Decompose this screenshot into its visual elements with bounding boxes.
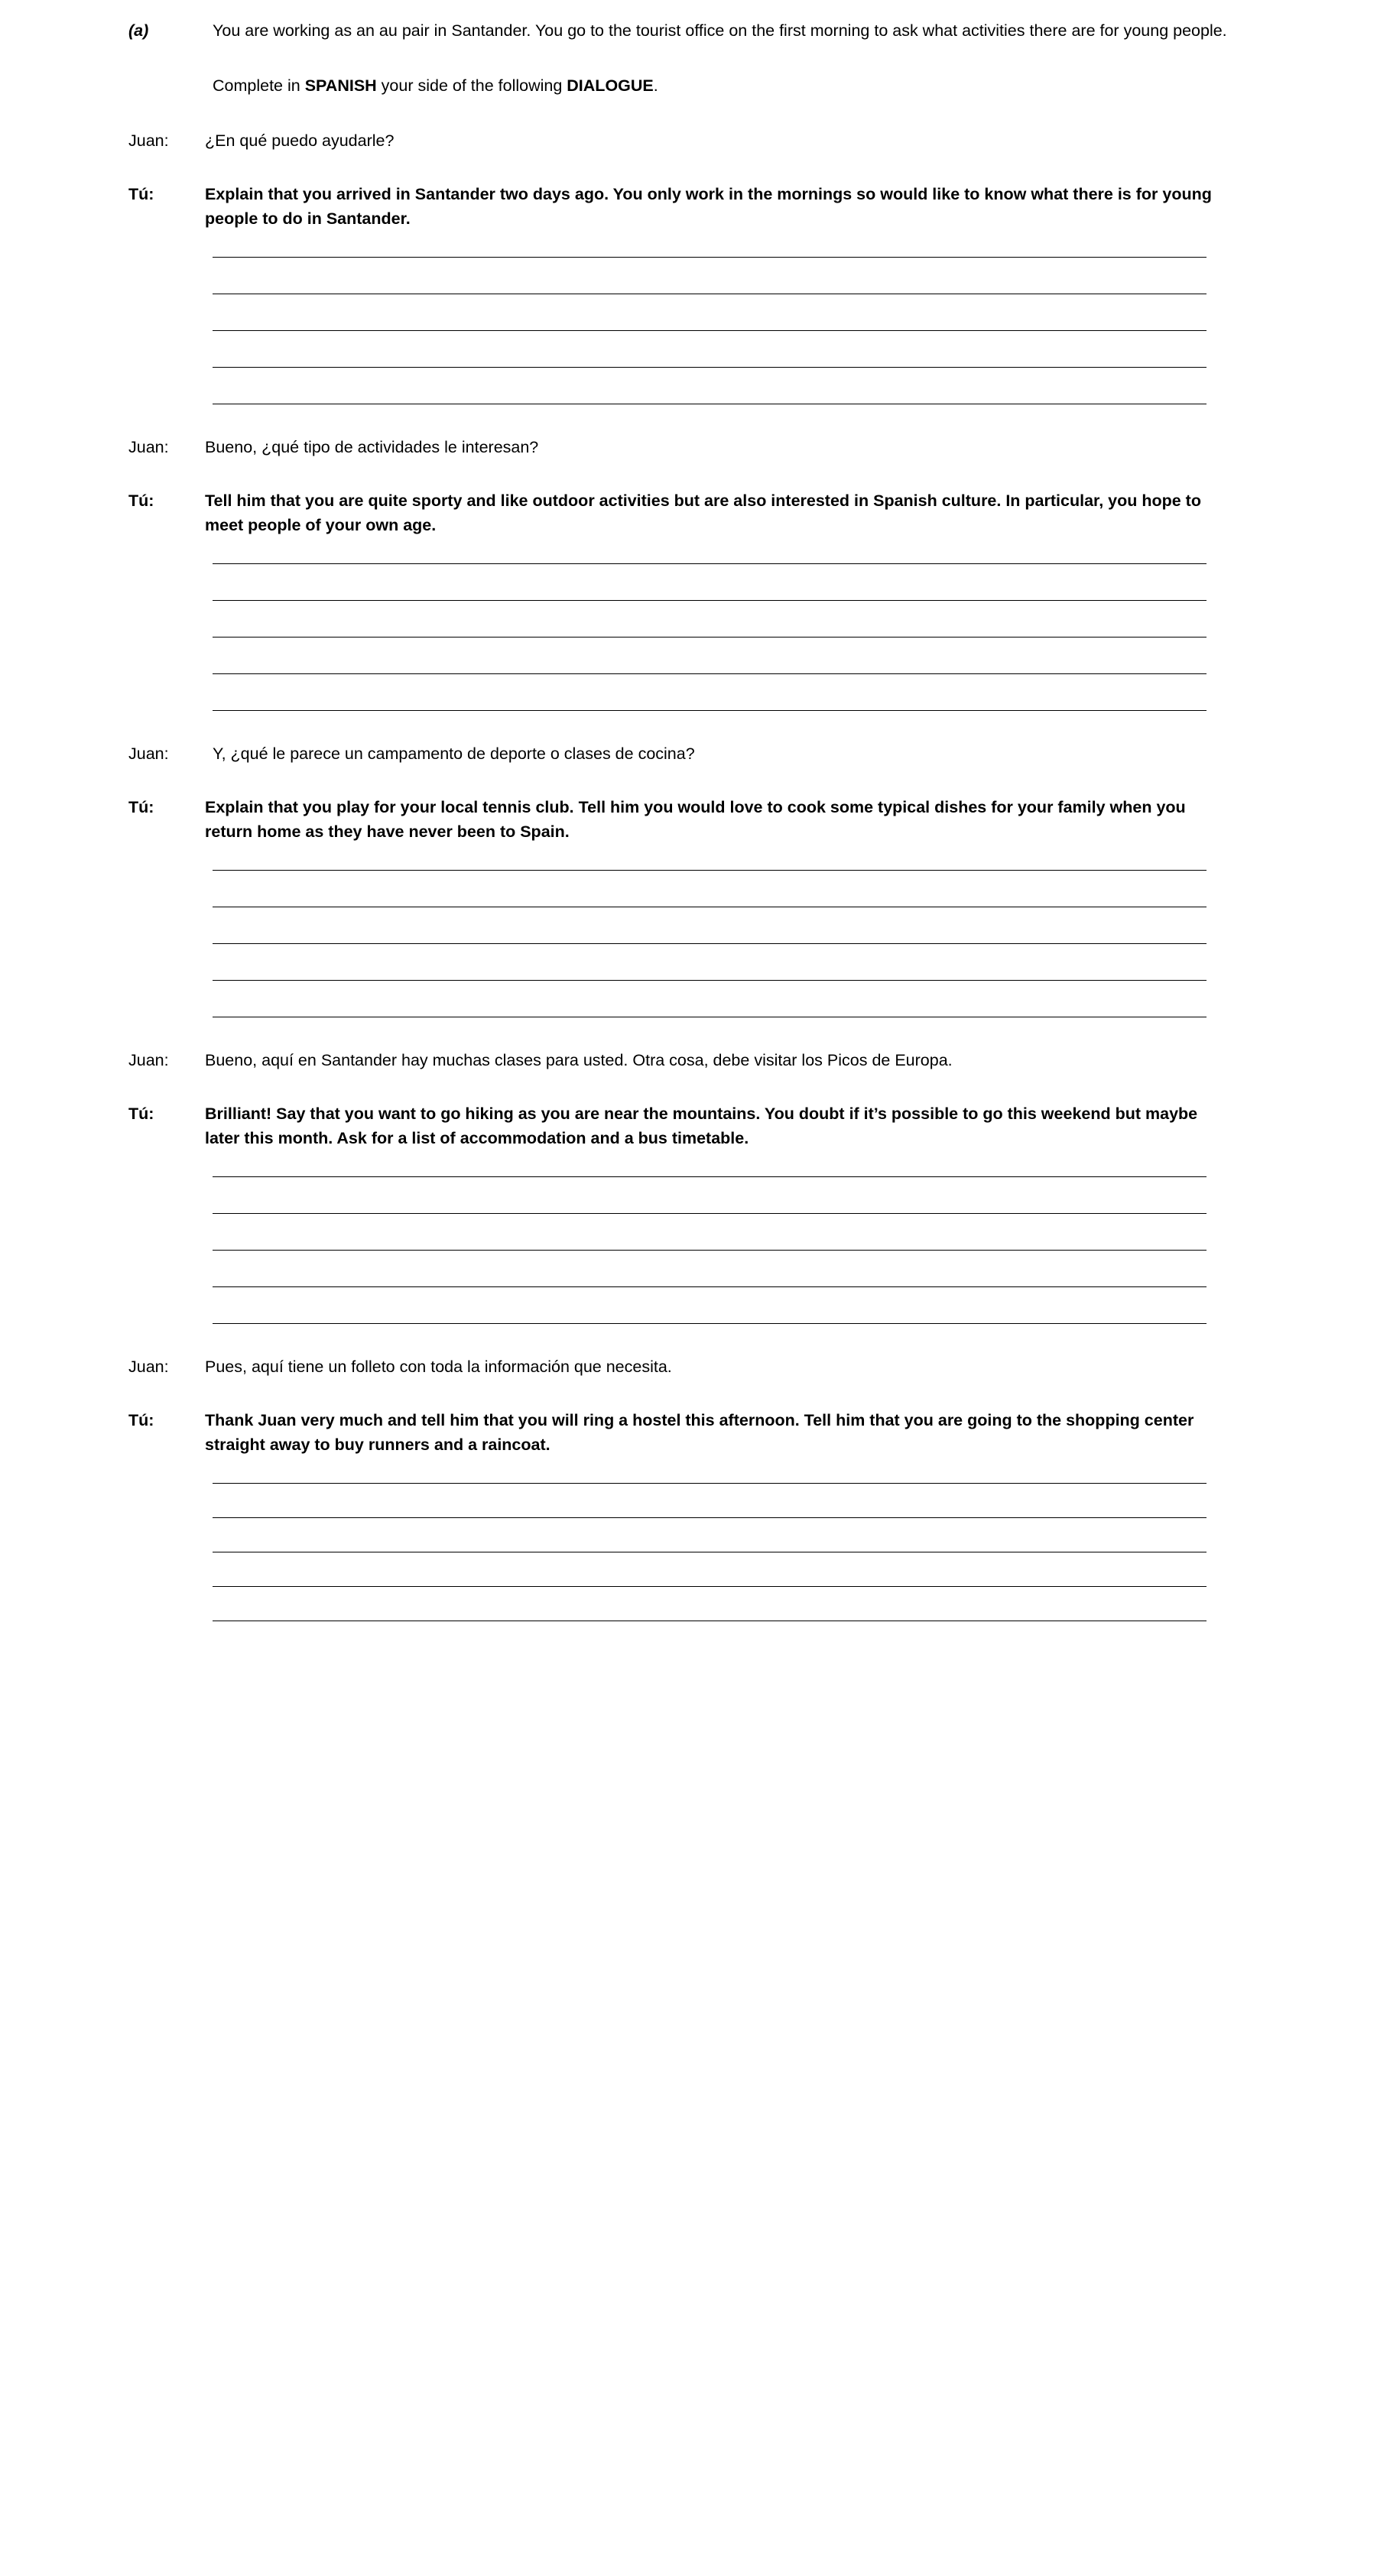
page-content (128, 0, 1252, 1621)
answer-line[interactable] (213, 563, 1207, 564)
speaker-juan: Juan: (128, 745, 169, 763)
dialogue-turn-tu-4 (128, 1101, 1252, 1150)
speaker-juan: Juan: (128, 1051, 169, 1069)
speaker-juan: Juan: (128, 1358, 169, 1376)
tu-prompt-2: Tell him that you are quite sporty and like outdoor activities but are also interested in Spanish culture. In particular, you hope to meet people of your own age. (205, 492, 1201, 534)
speaker-tu: Tú: (128, 1411, 154, 1429)
speaker-juan: Juan: (128, 131, 169, 150)
answer-area-5[interactable] (213, 1483, 1207, 1621)
answer-line[interactable] (213, 600, 1207, 601)
instruction-mid: your side of the following (376, 76, 567, 95)
speaker-tu: Tú: (128, 492, 154, 510)
juan-line-4: Bueno, aquí en Santander hay muchas clases para usted. Otra cosa, debe visitar los Picos de Europa. (205, 1051, 953, 1069)
question-label: (a) (128, 21, 149, 40)
speaker-tu: Tú: (128, 1105, 154, 1123)
answer-area-2[interactable] (213, 563, 1207, 711)
answer-line[interactable] (213, 1286, 1207, 1287)
answer-line[interactable] (213, 1176, 1207, 1177)
answer-line[interactable] (213, 673, 1207, 674)
instruction-type: DIALOGUE (567, 76, 654, 95)
tu-prompt-5: Thank Juan very much and tell him that you will ring a hostel this afternoon. Tell him that you are going to the shopping center straight away to buy runners and a raincoat. (205, 1411, 1194, 1454)
instruction-language: SPANISH (304, 76, 377, 95)
speaker-tu: Tú: (128, 185, 154, 203)
answer-line[interactable] (213, 1213, 1207, 1214)
answer-line[interactable] (213, 1483, 1207, 1484)
question-intro (128, 18, 1252, 43)
question-instruction (213, 73, 1252, 98)
dialogue-turn-juan-1 (128, 128, 1252, 153)
answer-area-1[interactable] (213, 257, 1207, 404)
juan-line-2: Bueno, ¿qué tipo de actividades le interesan? (205, 438, 539, 456)
juan-line-5: Pues, aquí tiene un folleto con toda la información que necesita. (205, 1358, 672, 1376)
answer-line[interactable] (213, 943, 1207, 944)
dialogue-turn-tu-3 (128, 795, 1252, 844)
tu-prompt-3: Explain that you play for your local tennis club. Tell him you would love to cook some typical dishes for your family when you return home as they have never been to Spain. (205, 798, 1186, 841)
answer-line[interactable] (213, 257, 1207, 258)
dialogue-turn-juan-3 (128, 741, 1252, 766)
answer-line[interactable] (213, 870, 1207, 871)
juan-line-3: Y, ¿qué le parece un campamento de deporte o clases de cocina? (213, 745, 695, 763)
tu-prompt-1: Explain that you arrived in Santander two days ago. You only work in the mornings so would like to know what there is for young people to do in Santander. (205, 185, 1212, 228)
answer-line[interactable] (213, 330, 1207, 331)
dialogue-turn-juan-4 (128, 1048, 1252, 1072)
answer-line[interactable] (213, 637, 1207, 638)
juan-line-1: ¿En qué puedo ayudarle? (205, 131, 395, 150)
dialogue-turn-juan-2 (128, 435, 1252, 459)
speaker-juan: Juan: (128, 438, 169, 456)
answer-line[interactable] (213, 1323, 1207, 1324)
instruction-post: . (653, 76, 658, 95)
answer-area-4[interactable] (213, 1176, 1207, 1324)
instruction-pre: Complete in (213, 76, 305, 95)
dialogue-turn-tu-1 (128, 182, 1252, 231)
dialogue-turn-tu-2 (128, 488, 1252, 537)
tu-prompt-4: Brilliant! Say that you want to go hiking as you are near the mountains. You doubt if it’s possible to go this weekend but maybe later this month. Ask for a list of accommodation and a bus timetable. (205, 1105, 1198, 1147)
dialogue-turn-juan-5 (128, 1355, 1252, 1379)
answer-line[interactable] (213, 1517, 1207, 1518)
answer-line[interactable] (213, 980, 1207, 981)
answer-line[interactable] (213, 710, 1207, 711)
question-context: You are working as an au pair in Santander. You go to the tourist office on the first morning to ask what activities there are for young people. (213, 21, 1227, 40)
dialogue-turn-tu-5 (128, 1408, 1252, 1457)
answer-line[interactable] (213, 1586, 1207, 1587)
speaker-tu: Tú: (128, 798, 154, 816)
answer-line[interactable] (213, 367, 1207, 368)
answer-line[interactable] (213, 1250, 1207, 1251)
answer-area-3[interactable] (213, 870, 1207, 1017)
